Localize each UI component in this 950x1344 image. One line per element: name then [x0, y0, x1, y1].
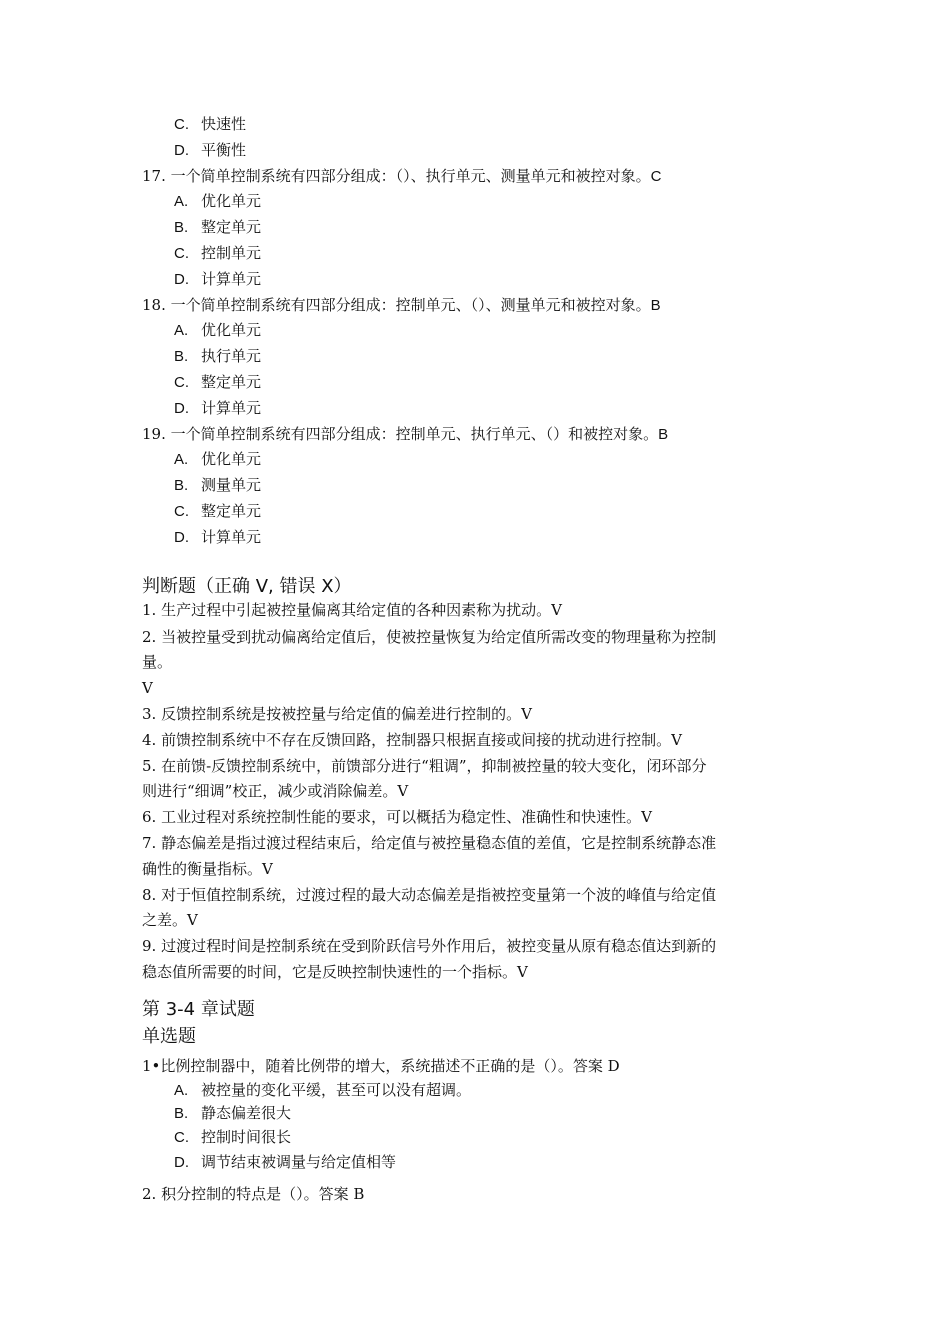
judge-item-9-cont: 稳态值所需要的时间，它是反映控制快速性的一个指标。V: [142, 963, 528, 981]
option-d: D. 计算单元: [174, 399, 262, 417]
option-d: D. 平衡性: [174, 141, 247, 159]
judge-item-1: 1. 生产过程中引起被控量偏离其给定值的各种因素称为扰动。V: [142, 601, 562, 619]
option-d: D. 计算单元: [174, 528, 262, 546]
option-b: B. 测量单元: [174, 476, 262, 494]
question-18: 18. 一个简单控制系统有四部分组成：控制单元、（）、测量单元和被控对象。B: [142, 296, 661, 314]
option-a: A. 被控量的变化平缓，甚至可以没有超调。: [174, 1081, 472, 1099]
option-a: A. 优化单元: [174, 321, 262, 339]
option-c: C. 控制单元: [174, 244, 262, 262]
option-d: D. 计算单元: [174, 270, 262, 288]
judge-item-4: 4. 前馈控制系统中不存在反馈回路，控制器只根据直接或间接的扰动进行控制。V: [142, 731, 682, 749]
judge-item-8-cont: 之差。V: [142, 911, 198, 929]
option-c: C. 整定单元: [174, 373, 262, 391]
option-d: D. 调节结束被调量与给定值相等: [174, 1153, 397, 1171]
section-heading-single-choice: 单选题: [142, 1026, 196, 1047]
judge-item-5-cont: 则进行“细调”校正，减少或消除偏差。V: [142, 782, 409, 800]
option-b: B. 静态偏差很大: [174, 1104, 292, 1122]
judge-item-2-answer: V: [142, 679, 153, 697]
judge-item-9: 9. 过渡过程时间是控制系统在受到阶跃信号外作用后，被控变量从原有稳态值达到新的: [142, 937, 717, 955]
section-heading-true-false: 判断题（正确 V, 错误 X）: [142, 576, 352, 597]
option-a: A. 优化单元: [174, 192, 262, 210]
option-b: B. 整定单元: [174, 218, 262, 236]
judge-item-5: 5. 在前馈-反馈控制系统中，前馈部分进行“粗调”，抑制被控量的较大变化，闭环部分: [142, 757, 707, 775]
question-17: 17. 一个简单控制系统有四部分组成：（）、执行单元、测量单元和被控对象。C: [142, 167, 662, 185]
judge-item-7-cont: 确性的衡量指标。V: [142, 860, 273, 878]
option-c: C. 整定单元: [174, 502, 262, 520]
judge-item-8: 8. 对于恒值控制系统，过渡过程的最大动态偏差是指被控变量第一个波的峰值与给定值: [142, 886, 717, 904]
chapter-title: 第 3-4 章试题: [142, 999, 255, 1020]
option-c: C. 快速性: [174, 115, 247, 133]
question-19: 19. 一个简单控制系统有四部分组成：控制单元、执行单元、（）和被控对象。B: [142, 425, 669, 443]
option-a: A. 优化单元: [174, 450, 262, 468]
option-c: C. 控制时间很长: [174, 1128, 292, 1146]
option-b: B. 执行单元: [174, 347, 262, 365]
question-c1: 1•比例控制器中，随着比例带的增大，系统描述不正确的是（）。答案 D: [142, 1057, 620, 1075]
judge-item-3: 3. 反馈控制系统是按被控量与给定值的偏差进行控制的。V: [142, 705, 532, 723]
judge-item-6: 6. 工业过程对系统控制性能的要求，可以概括为稳定性、准确性和快速性。V: [142, 808, 652, 826]
judge-item-2: 2. 当被控量受到扰动偏离给定值后，使被控量恢复为给定值所需改变的物理量称为控制: [142, 628, 717, 646]
judge-item-2-cont: 量。: [142, 653, 173, 671]
judge-item-7: 7. 静态偏差是指过渡过程结束后，给定值与被控量稳态值的差值，它是控制系统静态准: [142, 834, 717, 852]
question-c2: 2. 积分控制的特点是（）。答案 B: [142, 1185, 365, 1203]
